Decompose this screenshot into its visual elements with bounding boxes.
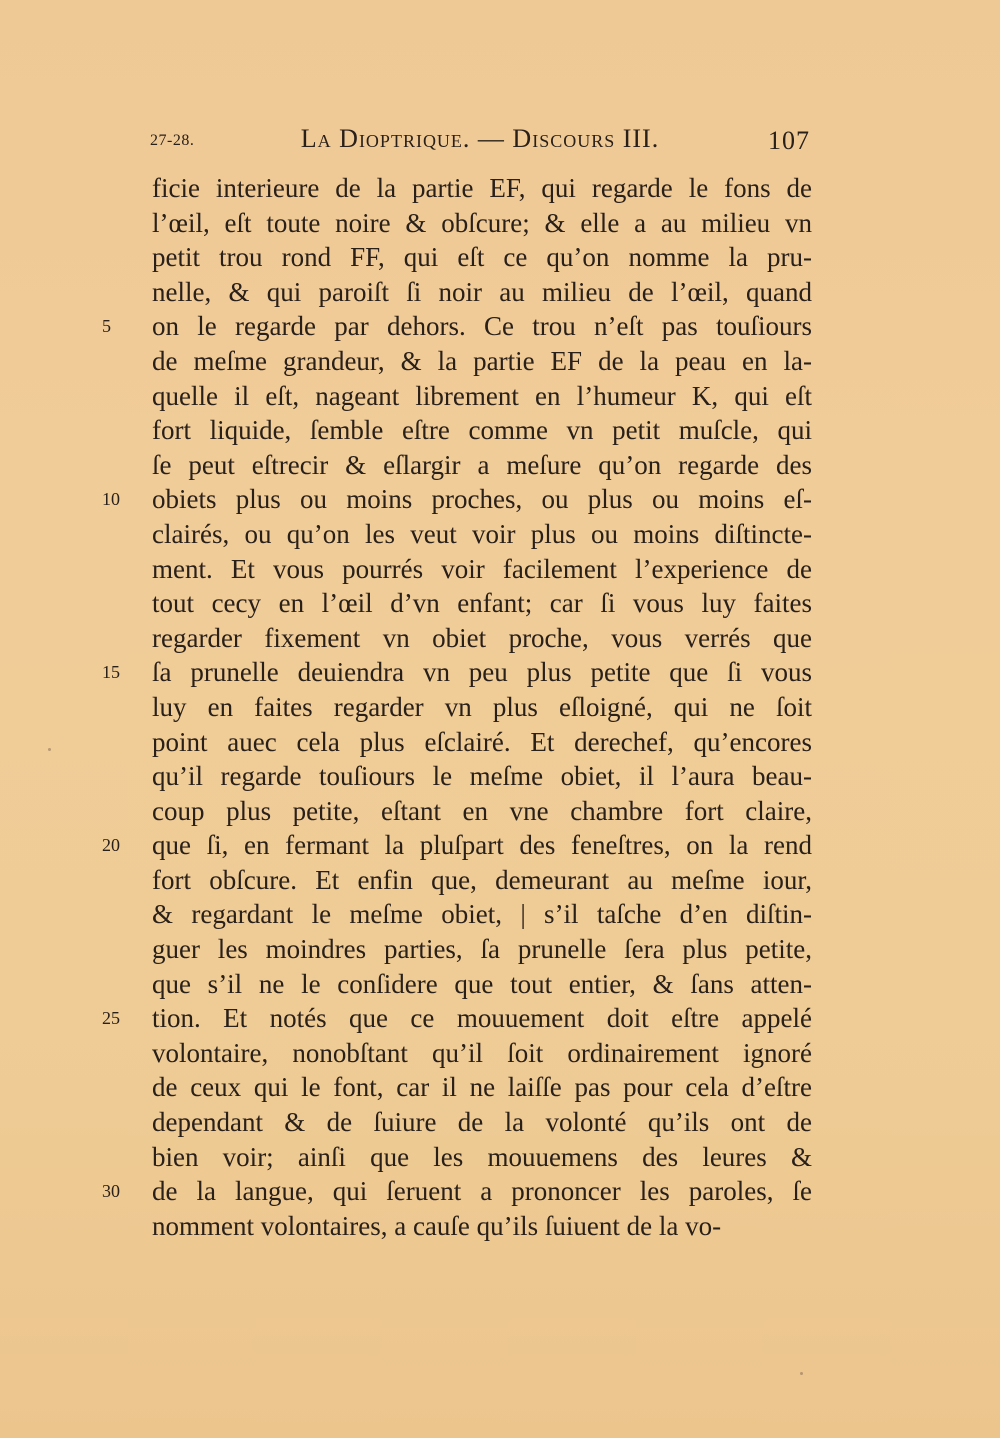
folio-reference: 27-28. bbox=[150, 132, 195, 149]
text-line bbox=[152, 621, 812, 656]
text-line bbox=[152, 932, 812, 967]
line-text: obiets plus ou moins proches, ou plus ou moins eſ- bbox=[152, 484, 812, 515]
line-text: on le regarde par dehors. Ce trou n’eſt pas touſiours bbox=[152, 311, 812, 342]
text-line bbox=[152, 1105, 812, 1140]
line-text: fort obſcure. Et enfin que, demeurant au meſme iour, bbox=[152, 864, 812, 895]
text-line bbox=[152, 1209, 812, 1244]
line-text: & regardant le meſme obiet, | s’il taſche d’en diſtin- bbox=[152, 899, 812, 930]
line-number: 20 bbox=[102, 835, 120, 856]
text-line bbox=[152, 517, 812, 552]
text-line bbox=[102, 828, 812, 863]
text-line bbox=[152, 413, 812, 448]
text-line bbox=[152, 967, 812, 1002]
text-line bbox=[152, 794, 812, 829]
line-text: bien voir; ainſi que les mouuemens des leures & bbox=[152, 1141, 812, 1172]
line-text: clairés, ou qu’on les veut voir plus ou moins diſtincte- bbox=[152, 518, 812, 549]
line-text: fort liquide, ſemble eſtre comme vn petit muſcle, qui bbox=[152, 415, 812, 446]
text-line bbox=[102, 309, 812, 344]
paper-speck bbox=[800, 1372, 803, 1375]
line-text: ment. Et vous pourrés voir facilement l’experience de bbox=[152, 553, 812, 584]
line-text: dependant & de ſuiure de la volonté qu’ils ont de bbox=[152, 1107, 812, 1138]
text-line bbox=[152, 1070, 812, 1105]
text-line bbox=[152, 206, 812, 241]
line-text: que ſi, en fermant la pluſpart des feneſtres, on la rend bbox=[152, 830, 812, 861]
line-text: point auec cela plus eſclairé. Et derechef, qu’encores bbox=[152, 726, 812, 757]
line-text: de la langue, qui ſeruent a prononcer les paroles, ſe bbox=[152, 1176, 812, 1207]
line-text: quelle il eſt, nageant librement en l’humeur K, qui eſt bbox=[152, 380, 812, 411]
running-title: La Dioptrique. — Discours III. bbox=[300, 124, 660, 153]
line-number: 5 bbox=[102, 316, 111, 337]
text-line bbox=[152, 344, 812, 379]
line-text: ficie interieure de la partie EF, qui regarde le fons de bbox=[152, 173, 812, 203]
text-line bbox=[152, 863, 812, 898]
running-header bbox=[150, 124, 810, 164]
line-text: qu’il regarde touſiours le meſme obiet, il l’aura beau- bbox=[152, 761, 812, 792]
text-line bbox=[152, 759, 812, 794]
text-line bbox=[152, 448, 812, 483]
text-line bbox=[152, 586, 812, 621]
line-text: regarder fixement vn obiet proche, vous verrés que bbox=[152, 622, 812, 653]
line-text: ſe peut eſtrecir & eſlargir a meſure qu’on regarde des bbox=[152, 449, 812, 480]
text-line bbox=[152, 897, 812, 932]
line-text: luy en faites regarder vn plus eſloigné, qui ne ſoit bbox=[152, 691, 812, 722]
text-line bbox=[102, 482, 812, 517]
line-text: guer les moindres parties, ſa prunelle ſera plus petite, bbox=[152, 934, 812, 965]
page-number: 107 bbox=[768, 126, 810, 155]
line-text: coup plus petite, eſtant en vne chambre fort claire, bbox=[152, 795, 812, 826]
line-number: 30 bbox=[102, 1181, 120, 1202]
line-text: nelle, & qui paroiſt ſi noir au milieu de l’œil, quand bbox=[152, 276, 812, 307]
text-line bbox=[102, 1001, 812, 1036]
line-number: 15 bbox=[102, 662, 120, 683]
line-text: l’œil, eſt toute noire & obſcure; & elle a au milieu vn bbox=[152, 207, 812, 238]
text-line bbox=[152, 171, 812, 206]
line-number: 25 bbox=[102, 1008, 120, 1029]
text-line bbox=[152, 275, 812, 310]
line-text: tout cecy en l’œil d’vn enfant; car ſi vous luy faites bbox=[152, 588, 812, 619]
text-line bbox=[152, 725, 812, 760]
line-text: volontaire, nonobſtant qu’il ſoit ordinairement ignoré bbox=[152, 1037, 812, 1068]
text-line bbox=[152, 1140, 812, 1175]
text-line bbox=[152, 1036, 812, 1071]
text-line bbox=[102, 1174, 812, 1209]
line-text: ſa prunelle deuiendra vn peu plus petite que ſi vous bbox=[152, 657, 812, 688]
paper-speck bbox=[48, 748, 51, 751]
text-line bbox=[152, 552, 812, 587]
line-text: de ceux qui le font, car il ne laiſſe pas pour cela d’eſtre bbox=[152, 1072, 812, 1103]
text-line bbox=[102, 655, 812, 690]
line-text: nomment volontaires, a cauſe qu’ils ſuiuent de la vo- bbox=[152, 1210, 722, 1241]
line-number: 10 bbox=[102, 489, 120, 510]
line-text: petit trou rond FF, qui eſt ce qu’on nomme la pru- bbox=[152, 242, 812, 273]
line-text: de meſme grandeur, & la partie EF de la peau en la- bbox=[152, 345, 812, 376]
text-line bbox=[152, 379, 812, 414]
text-line bbox=[152, 690, 812, 725]
text-line bbox=[152, 240, 812, 275]
line-text: que s’il ne le conſidere que tout entier, & ſans atten- bbox=[152, 968, 812, 999]
body-text bbox=[102, 171, 812, 1243]
line-text: tion. Et notés que ce mouuement doit eſtre appelé bbox=[152, 1003, 812, 1034]
